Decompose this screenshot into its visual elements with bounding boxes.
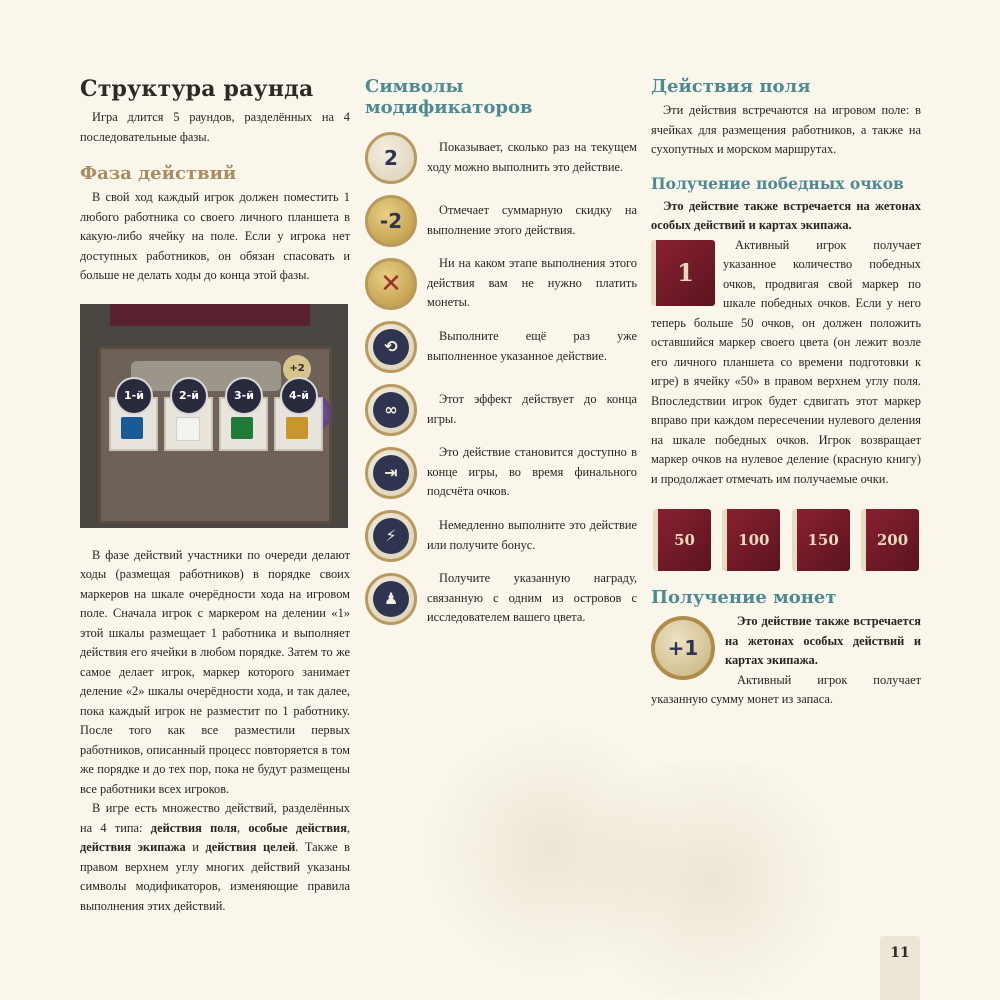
heading-victory-points: Получение победных очков [651, 173, 904, 193]
score-book-100: 100 [722, 509, 780, 571]
game-board-photo [80, 304, 348, 528]
term-crew-actions: действия экипажа [80, 840, 186, 854]
heading-action-phase: Фаза действий [80, 163, 237, 184]
worker-cube-white [176, 417, 200, 441]
modifier-description: Выполните ещё раз уже выполненное указанное действие. [427, 329, 637, 363]
column-field-actions [651, 72, 921, 710]
victory-points-text: Активный игрок получает указанное количество победных очков, продвигая свой маркер по шкале победных очков. Если у него теперь больше 50 очков, он должен положить оставшийся маркер своего цвета (он лежит возле его личного планшета со времени подготовки к игре) в ячейку «50» в правом верхнем углу поля. Впоследствии игрок будет сдвигать этот маркер вправо при каждом пересечении нулевого деления на шкале победных очков. Игрок возвращает маркер очков на нулевое деление (красную книгу) и продолжает отмечать им получаемые очки. [651, 237, 921, 486]
modifier-description: Это действие становится доступно в конце игры, во время финального подсчёта очков. [427, 445, 637, 499]
heading-gain-coins: Получение монет [651, 587, 837, 608]
score-book-50: 50 [653, 509, 711, 571]
endgame-icon: ⇥ [365, 447, 417, 499]
discount-icon: -2 [365, 195, 417, 247]
worker-cube-blue [121, 417, 143, 439]
action-phase-paragraph-2: В фазе действий участники по очереди делают ходы (размещая работников) в порядке своих маркеров на шкале очерёдности хода на игровом поле. Сначала игрок с маркером на делении «1» этой шкалы размещает 1 работника и выполняет действия его ячейки в любом порядке. Затем то же самое делает игрок, маркер которого занимает деление «2» шкалы очерёдности хода, и так далее, пока каждый игрок не разместит по 1 работнику. После того как все разместили первых работников, описанный процесс повторяется в том же порядке и до тех пор, пока не будут размещены все работники всех игроков. [80, 547, 350, 796]
meeple-icon: ♟ [365, 573, 417, 625]
coins-note: Это действие также встречается на жетонах особых действий и картах экипажа. [725, 614, 921, 667]
count-icon: 2 [365, 132, 417, 184]
modifier-item [365, 504, 637, 567]
modifier-description: Этот эффект действует до конца игры. [427, 392, 637, 426]
heading-round-structure: Структура раунда [80, 76, 314, 102]
field-actions-intro: Эти действия встречаются на игровом поле: в ячейках для размещения работников, а также на сухопутных и морском маршрутах. [651, 103, 921, 156]
photo-coin-plus2: +2 [283, 355, 311, 383]
repeat-icon: ⟲ [365, 321, 417, 373]
coins-text: Активный игрок получает указанную сумму монет из запаса. [651, 672, 921, 706]
modifier-item [365, 189, 637, 252]
slot-number-2: 2-й [170, 377, 208, 415]
heading-modifier-symbols: Символы модификаторов [365, 76, 533, 118]
modifier-item [365, 126, 637, 189]
modifier-item [365, 252, 637, 315]
modifier-description: Показывает, сколько раз на текущем ходу можно выполнить это действие. [427, 140, 637, 174]
score-book-200: 200 [861, 509, 919, 571]
lightning-icon: ⚡ [365, 510, 417, 562]
no-coins-icon: ✕ [365, 258, 417, 310]
column-modifier-symbols [365, 72, 637, 630]
photo-slot-4 [274, 388, 323, 451]
modifier-item [365, 441, 637, 504]
modifier-description: Получите указанную награду, связанную с одним из островов с исследователем вашего цвета. [427, 571, 637, 625]
modifier-item [365, 567, 637, 630]
action-phase-paragraph-3: В игре есть множество действий, разделённых на 4 типа: действия поля, особые действия, действия экипажа и действия целей. Также в правом верхнем углу многих действий указаны символы модификаторов, изменяющие правила выполнения этих действий. [80, 801, 351, 913]
slot-number-3: 3-й [225, 377, 263, 415]
modifier-description: Отмечает суммарную скидку на выполнение этого действия. [427, 203, 637, 237]
worker-cube-green [231, 417, 253, 439]
term-special-actions: особые действия [248, 820, 347, 835]
term-field-actions: действия поля [150, 820, 237, 835]
photo-slot-2 [164, 388, 213, 451]
column-round-structure [80, 72, 350, 916]
term-goal-actions: действия целей [205, 840, 296, 854]
heading-field-actions: Действия поля [651, 76, 811, 97]
score-book-150: 150 [792, 509, 850, 571]
photo-tray [98, 346, 332, 524]
slot-number-1: 1-й [115, 377, 153, 415]
round-intro-text: Игра длится 5 раундов, разделённых на 4 последовательные фазы. [80, 110, 350, 144]
decorative-stain [560, 760, 860, 1000]
photo-slot-3 [219, 388, 268, 451]
victory-points-note: Это действие также встречается на жетонах особых действий и картах экипажа. [651, 198, 921, 232]
coin-plus1-icon: +1 [651, 616, 715, 680]
victory-point-book-icon: 1 [651, 240, 715, 306]
page-number: 11 [880, 936, 920, 1000]
modifier-description: Немедленно выполните это действие или получите бонус. [427, 518, 637, 552]
slot-number-4: 4-й [280, 377, 318, 415]
modifier-description: Ни на каком этапе выполнения этого действия вам не нужно платить монеты. [427, 256, 637, 310]
infinity-icon: ∞ [365, 384, 417, 436]
action-phase-paragraph-1: В свой ход каждый игрок должен поместить 1 любого работника со своего личного планшета в какую-либо ячейку на поле. Если у игрока нет доступных работников, он обязан спасовать и больше не делать ходы до конца этой фазы. [80, 190, 350, 282]
score-books-row [653, 509, 919, 571]
worker-cube-yellow [286, 417, 308, 439]
modifier-item [365, 315, 637, 378]
photo-slot-1 [109, 388, 158, 451]
photo-top-cards [110, 304, 310, 326]
modifier-item [365, 378, 637, 441]
